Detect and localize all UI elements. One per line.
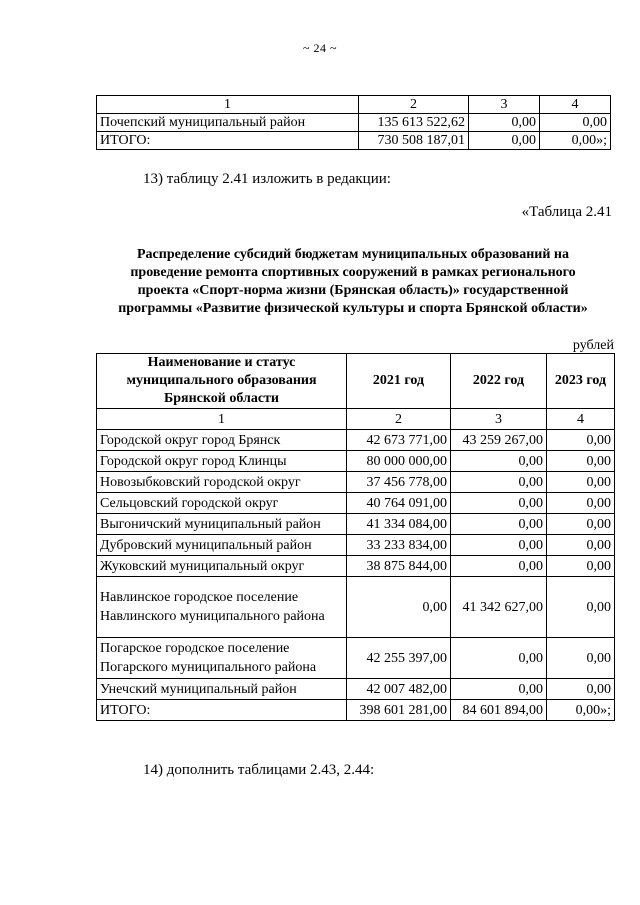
value-cell: 0,00 [469,114,540,132]
value-2022: 0,00 [451,472,547,493]
table-header-row [97,96,611,114]
value-2021: 80 000 000,00 [347,451,451,472]
value-2022: 0,00 [451,493,547,514]
value-2021: 0,00 [347,577,451,638]
row-name: Навлинское городское поселение Навлинского муниципального района [97,577,347,638]
title-line: проекта «Спорт-норма жизни (Брянская область)» государственной [137,283,569,298]
value-2021: 42 007 482,00 [347,679,451,700]
value-2023: 0,00»; [547,700,615,721]
value-cell: 0,00»; [540,132,611,150]
value-2023: 0,00 [547,556,615,577]
col-number: 2 [347,409,451,430]
value-cell: 0,00 [469,132,540,150]
column-number-row [97,409,615,430]
previous-table-fragment [96,95,611,150]
value-2022: 41 342 627,00 [451,577,547,638]
table-row [97,114,611,132]
table-row [97,514,615,535]
value-2023: 0,00 [547,472,615,493]
row-name: Почепский муниципальный район [97,114,359,132]
header-2022: 2022 год [451,354,547,409]
value-2023: 0,00 [547,638,615,679]
row-name: Дубровский муниципальный район [97,535,347,556]
value-2022: 0,00 [451,556,547,577]
header-name: Наименование и статус муниципального образования Брянской области [97,354,347,409]
table-row-total [97,132,611,150]
value-2023: 0,00 [547,451,615,472]
value-2021: 37 456 778,00 [347,472,451,493]
value-2022: 84 601 894,00 [451,700,547,721]
value-2023: 0,00 [547,577,615,638]
value-2022: 43 259 267,00 [451,430,547,451]
units-label: рублей [572,338,614,353]
row-name: Городской округ город Брянск [97,430,347,451]
table-reference: «Таблица 2.41 [521,204,612,220]
header-2021: 2021 год [347,354,451,409]
value-2021: 40 764 091,00 [347,493,451,514]
row-name: ИТОГО: [97,700,347,721]
row-name: Сельцовский городской округ [97,493,347,514]
table-row [97,472,615,493]
table-header-row [97,354,615,409]
row-name: ИТОГО: [97,132,359,150]
subsidy-distribution-table [96,353,615,721]
value-2022: 0,00 [451,638,547,679]
value-2023: 0,00 [547,679,615,700]
col-number: 4 [540,96,611,114]
row-name: Унечский муниципальный район [97,679,347,700]
table-row [97,535,615,556]
table-row [97,493,615,514]
value-2023: 0,00 [547,430,615,451]
col-number: 3 [451,409,547,430]
title-line: программы «Развитие физической культуры и спорта Брянской области» [118,301,588,316]
value-2021: 41 334 084,00 [347,514,451,535]
value-2023: 0,00 [547,535,615,556]
col-number: 1 [97,96,359,114]
title-line: проведение ремонта спортивных сооружений в рамках регионального [130,265,576,280]
paragraph-14: 14) дополнить таблицами 2.43, 2.44: [143,762,375,778]
row-name: Новозыбковский городской округ [97,472,347,493]
table-row [97,679,615,700]
value-2023: 0,00 [547,514,615,535]
row-name: Погарское городское поселение Погарского муниципального района [97,638,347,679]
page-number: ~ 24 ~ [303,41,337,55]
table-row [97,638,615,679]
value-2021: 38 875 844,00 [347,556,451,577]
col-number: 4 [547,409,615,430]
value-2022: 0,00 [451,679,547,700]
title-line: Распределение субсидий бюджетам муниципальных образований на [137,247,569,262]
table-row-total [97,700,615,721]
value-2022: 0,00 [451,451,547,472]
table-row [97,451,615,472]
value-2021: 33 233 834,00 [347,535,451,556]
col-number: 2 [359,96,469,114]
row-name: Городской округ город Клинцы [97,451,347,472]
table-row [97,430,615,451]
value-2021: 42 673 771,00 [347,430,451,451]
value-cell: 0,00 [540,114,611,132]
value-2023: 0,00 [547,493,615,514]
value-2022: 0,00 [451,514,547,535]
table-row [97,556,615,577]
table-title [90,246,616,318]
value-2021: 42 255 397,00 [347,638,451,679]
value-2022: 0,00 [451,535,547,556]
col-number: 3 [469,96,540,114]
header-2023: 2023 год [547,354,615,409]
value-2021: 398 601 281,00 [347,700,451,721]
row-name: Жуковский муниципальный округ [97,556,347,577]
value-cell: 135 613 522,62 [359,114,469,132]
paragraph-13: 13) таблицу 2.41 изложить в редакции: [143,171,391,187]
table-row [97,577,615,638]
row-name: Выгоничский муниципальный район [97,514,347,535]
value-cell: 730 508 187,01 [359,132,469,150]
col-number: 1 [97,409,347,430]
